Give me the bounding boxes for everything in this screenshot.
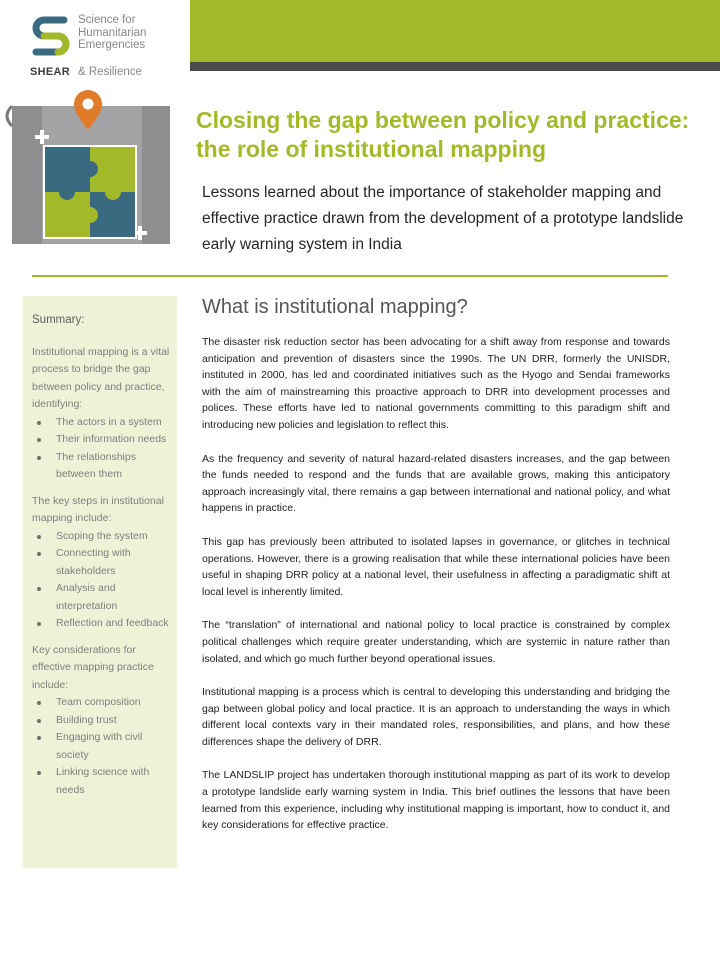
body-paragraph: The “translation” of international and national policy to local practice is constrained by complex political challenges which require greater understanding, which are systemic in nature rather than isolated, and which go much further beyond operational issues. bbox=[202, 619, 670, 665]
header-rule bbox=[190, 62, 720, 71]
page-subtitle: Lessons learned about the importance of stakeholder mapping and effective practice drawn from the development of a prototype landslide early warning system in India bbox=[202, 184, 684, 253]
summary-sidebar bbox=[23, 296, 177, 868]
body-paragraph: Institutional mapping is a process which is central to developing this understanding and bridging the gap between global policy and local practice. It is an approach to understanding the ways in which different local contexts vary in their mandated roles, responsibilities, and plans, and how these differences shape the delivery of DRR. bbox=[202, 686, 670, 748]
list-item: Engaging with civil society bbox=[32, 729, 171, 764]
body-paragraph: As the frequency and severity of natural hazard-related disasters increases, and the gap between the funds needed to respond and the funds that are available grows, making this anticipatory approach increasingly vital, there remains a gap between international and national policy, and what happens in practice. bbox=[202, 452, 670, 515]
summary-intro: Institutional mapping is a vital process to bridge the gap between policy and practice, identifying: bbox=[32, 345, 170, 410]
shear-logo-icon bbox=[30, 14, 72, 64]
list-item: Linking science with needs bbox=[32, 764, 171, 799]
list-item: The actors in a system bbox=[32, 414, 171, 432]
summary-heading: Summary: bbox=[32, 314, 85, 326]
logo-line: Emergencies bbox=[78, 39, 146, 51]
logo-line: Humanitarian bbox=[78, 26, 147, 39]
logo-line: Science for bbox=[78, 14, 136, 26]
main-content bbox=[202, 296, 670, 851]
list-item: Building trust bbox=[32, 712, 171, 730]
page-title: Closing the gap between policy and practice: the role of institutional mapping bbox=[196, 107, 690, 162]
body-paragraph: The disaster risk reduction sector has been advocating for a shift away from response and towards anticipation and prevention of disasters since the 1990s. The UN DRR, formerly the UNISDR, instituted in 2000, has led and coordinated initiatives such as the Hyogo and Sendai frameworks with the aim of mainstreaming this proactive approach to DRR into development processes and polices. These efforts have led to national governments committing to this paradigm shift and introducing new policies and legislation to reflect this. bbox=[202, 336, 670, 431]
body-paragraph: The LANDSLIP project has undertaken thorough institutional mapping as part of its work to develop a prototype landslide early warning system in India. This brief outlines the lessons that have been learned from this experience, including why institutional mapping is important, how to conduct it, and key considerations for effective practice. bbox=[202, 769, 670, 832]
map-puzzle-illustration bbox=[0, 88, 185, 260]
list-item: Connecting with stakeholders bbox=[32, 545, 171, 580]
puzzle-icon bbox=[44, 146, 136, 238]
logo-short-name: SHEAR bbox=[30, 66, 71, 78]
list-item: Scoping the system bbox=[32, 528, 171, 546]
steps-list bbox=[32, 528, 171, 633]
header-band bbox=[190, 0, 720, 62]
logo-line-last: & Resilience bbox=[78, 66, 142, 78]
list-item: Analysis and interpretation bbox=[32, 580, 171, 615]
list-item: The relationships between them bbox=[32, 449, 171, 484]
list-item: Team composition bbox=[32, 694, 171, 712]
steps-intro: The key steps in institutional mapping include: bbox=[32, 494, 164, 524]
list-item: Their information needs bbox=[32, 431, 171, 449]
considerations-intro: Key considerations for effective mapping practice include: bbox=[32, 643, 154, 691]
section-divider bbox=[32, 275, 668, 277]
identify-list bbox=[32, 414, 171, 484]
body-paragraph: This gap has previously been attributed to isolated lapses in governance, or glitches in technical operations. However, there is a growing realisation that while these international policies have been useful in shaping DRR policy at a national level, their usefulness in affecting a paradigmatic shift at local level is inherently limited. bbox=[202, 535, 670, 598]
logo-name-lines bbox=[78, 14, 146, 52]
section-heading: What is institutional mapping? bbox=[202, 296, 468, 318]
considerations-list bbox=[32, 694, 171, 799]
list-item: Reflection and feedback bbox=[32, 615, 171, 633]
shear-logo bbox=[30, 14, 190, 76]
